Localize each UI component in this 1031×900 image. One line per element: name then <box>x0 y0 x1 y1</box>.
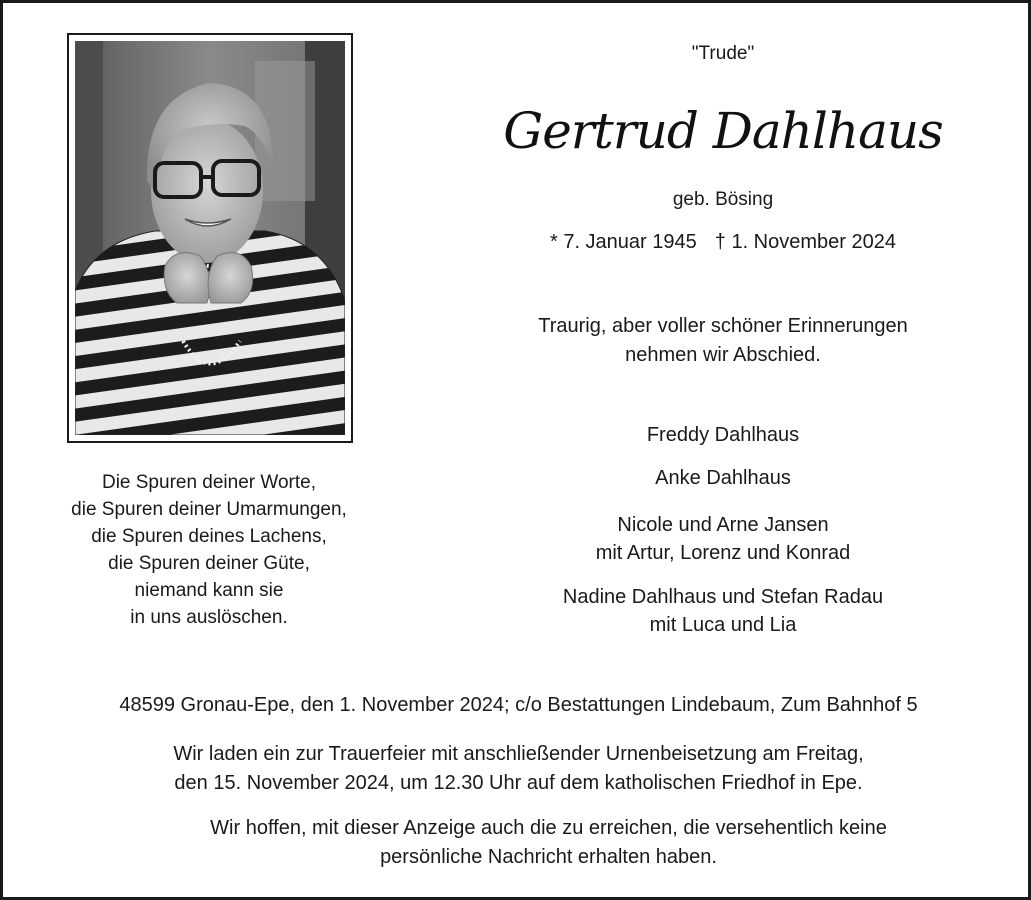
mourner-name: Nicole und Arne Jansen <box>617 514 829 536</box>
farewell-line: nehmen wir Abschied. <box>625 344 821 366</box>
mourner-entry <box>503 583 943 639</box>
poem-line: Die Spuren deiner Worte, <box>101 472 317 493</box>
maiden-name: geb. Bösing <box>672 189 774 210</box>
mourner-children: mit Artur, Lorenz und Konrad <box>595 542 851 564</box>
poem-line: niemand kann sie <box>134 580 284 601</box>
life-dates <box>503 231 943 254</box>
nickname: "Trude" <box>691 43 755 64</box>
birth-date: * 7. Januar 1945 <box>549 231 697 253</box>
poem-line: die Spuren deiner Umarmungen, <box>71 499 347 520</box>
invitation-line: den 15. November 2024, um 12.30 Uhr auf dem katholischen Friedhof in Epe. <box>174 772 863 794</box>
death-date: † 1. November 2024 <box>714 231 896 253</box>
poem-line: die Spuren deiner Güte, <box>108 553 310 574</box>
closing-line: persönliche Nachricht erhalten haben. <box>380 846 717 868</box>
portrait-photo-frame <box>67 33 353 443</box>
farewell-line: Traurig, aber voller schöner Erinnerungen <box>538 315 908 337</box>
mourner-name: Nadine Dahlhaus und Stefan Radau <box>562 586 884 608</box>
memorial-poem <box>31 469 387 631</box>
mourner-name: Anke Dahlhaus <box>655 467 791 489</box>
mourner-entry <box>503 511 943 567</box>
poem-line: die Spuren deines Lachens, <box>91 526 327 547</box>
mourner-name: Freddy Dahlhaus <box>646 424 800 446</box>
poem-line: in uns auslöschen. <box>130 607 288 628</box>
deceased-name: Gertrud Dahlhaus <box>503 102 943 160</box>
mourner-children: mit Luca und Lia <box>649 614 797 636</box>
portrait-photo <box>75 41 345 435</box>
closing-note <box>33 814 1031 872</box>
invitation-line: Wir laden ein zur Trauerfeier mit anschließender Urnenbeisetzung am Freitag, <box>173 743 864 765</box>
closing-line: Wir hoffen, mit dieser Anzeige auch die zu erreichen, die versehentlich keine <box>210 817 887 839</box>
mourner-entry <box>503 424 943 447</box>
farewell-text <box>503 312 943 370</box>
address-line: 48599 Gronau-Epe, den 1. November 2024; c/o Bestattungen Lindebaum, Zum Bahnhof 5 <box>119 694 918 716</box>
funeral-invitation <box>3 740 1031 798</box>
mourner-entry <box>503 467 943 490</box>
